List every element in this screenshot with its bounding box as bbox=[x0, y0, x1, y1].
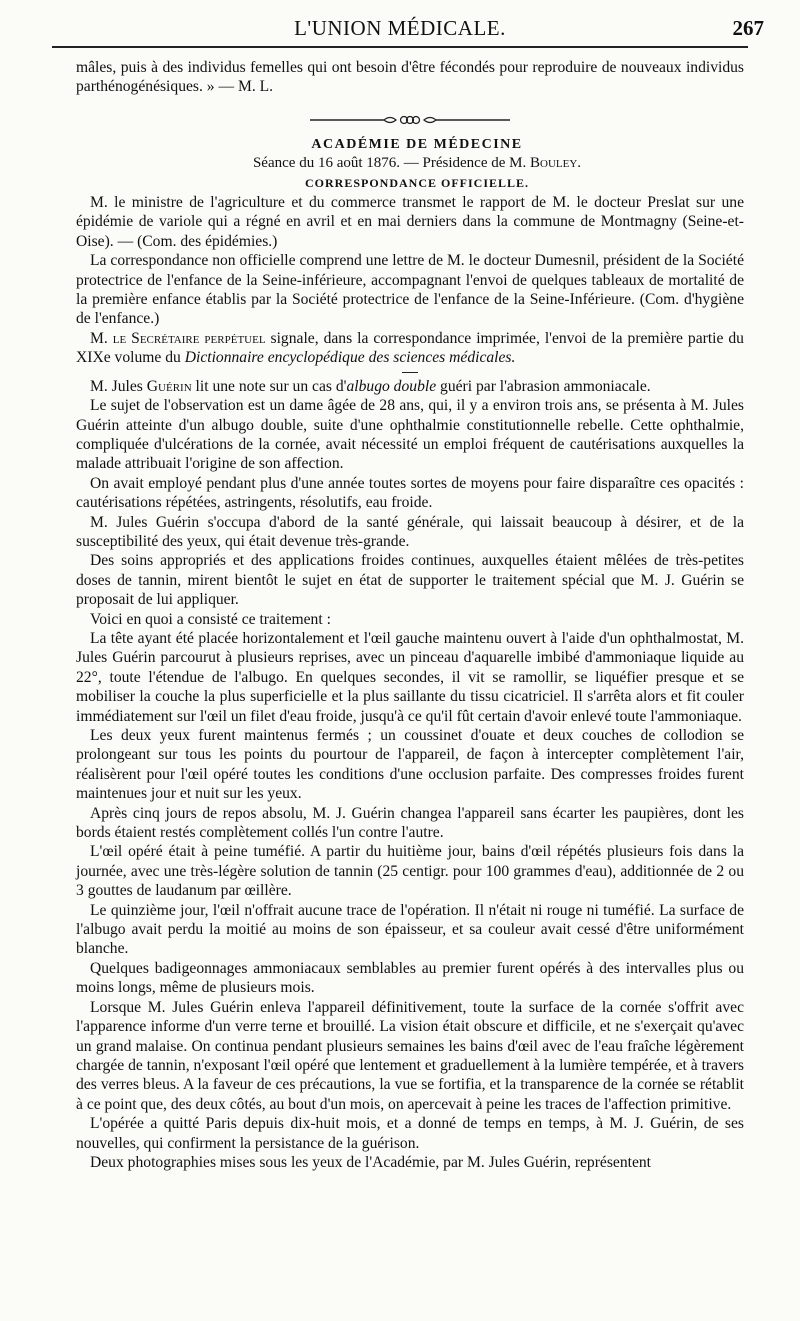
paragraph: On avait employé pendant plus d'une année toutes sortes de moyens pour faire disparaître ces opacités : cautérisations répétées, astringents, résolutifs, eau froide. bbox=[76, 474, 744, 512]
paragraph: Quelques badigeonnages ammoniacaux semblables au premier furent opérés à des intervalles plus ou moins longs, même de plusieurs mois. bbox=[76, 959, 744, 997]
paragraph: Lorsque M. Jules Guérin enleva l'appareil définitivement, toute la surface de la cornée s'offrit avec l'apparence informe d'un verre terne et brouillé. La vision était obscure et difficile, et ne s'exerçait qu'avec un grand malaise. On continua pendant plusieurs semaines les bains d'œil avec de l'eau fraîche légèrement chargée de tannin, n'exposant l'œil opéré que lentement et graduellement à la lumière tempérée, et à travers des verres bleus. A la faveur de ces précautions, la vue se fortifia, et la transparence de la cornée se rétablit à ce point que, des deux côtés, au bout d'un mois, on apercevait à peine les traces de l'affection primitive. bbox=[76, 998, 744, 1113]
paragraph: Après cinq jours de repos absolu, M. J. Guérin changea l'appareil sans écarter les paupières, dont les bords étaient restés complètement collés l'un contre l'autre. bbox=[76, 804, 744, 842]
paragraph: La tête ayant été placée horizontalement et l'œil gauche maintenu ouvert à l'aide d'un ophthalmostat, M. Jules Guérin parcourut à plusieurs reprises, avec un pinceau d'aquarelle imbibé d'ammoniaque liquide au 22°, toute l'étendue de l'albugo. En quelques secondes, il vit se ramollir, se liquéfier presque et se mobiliser la couche la plus superficielle et la plus saillante du tissu cicatriciel. Il s'arrêta alors et fit couler immédiatement sur l'œil un filet d'eau froide, jusqu'à ce qu'il fût certain d'avoir enlevé toute l'ammoniaque. bbox=[76, 629, 744, 725]
ornamental-divider bbox=[310, 113, 510, 127]
albugo-term: albugo double bbox=[346, 377, 437, 395]
paragraph: Les deux yeux furent maintenus fermés ; un coussinet d'ouate et deux couches de collodion se prolongeant sur tous les points du pourtour de l'appareil, de façon à intercepter complètement l'air, réalisèrent pour l'œil opéré toutes les conditions d'une occlusion parfaite. Des compresses froides furent maintenues jour et nuit sur les yeux. bbox=[76, 727, 744, 803]
seance-line bbox=[76, 154, 744, 173]
paragraph: Le quinzième jour, l'œil n'offrait aucune trace de l'opération. Il n'était ni rouge ni tuméfié. La surface de l'albugo avait perdu la moitié au moins de son épaisseur, et sa couleur avait cessé d'être uniformément blanche. bbox=[76, 901, 744, 958]
header-rule bbox=[52, 46, 748, 48]
page-number: 267 bbox=[732, 16, 764, 40]
paragraph-secretaire bbox=[76, 329, 744, 368]
paragraph: Deux photographies mises sous les yeux de l'Académie, par M. Jules Guérin, représentent bbox=[90, 1153, 652, 1171]
paragraph-guerin-intro bbox=[76, 377, 744, 396]
guerin-prefix: M. Jules bbox=[90, 377, 143, 395]
paragraph: L'œil opéré était à peine tuméfié. A partir du huitième jour, bains d'œil répétés plusieurs fois dans la journée, avec une très-légère solution de tannin (25 centigr. pour 100 grammes d'eau), additionnée de 2 ou 3 gouttes de laudanum par œillère. bbox=[76, 843, 744, 900]
running-title: L'UNION MÉDICALE. bbox=[294, 16, 506, 40]
section-heading: ACADÉMIE DE MÉDECINE bbox=[311, 136, 523, 152]
short-rule bbox=[402, 372, 418, 373]
secretaire-prefix: M. bbox=[90, 329, 108, 347]
guerin-end: guéri par l'abrasion ammoniacale. bbox=[440, 377, 651, 395]
secretaire-text: signale, dans la correspondance imprimée, l'envoi de la première partie du XIXe volume du bbox=[76, 329, 744, 367]
paragraph: Voici en quoi a consisté ce traitement : bbox=[90, 610, 331, 628]
seance-text: Séance du 16 août 1876. — Présidence de M. bbox=[252, 155, 527, 172]
paragraph: Des soins appropriés et des applications froides continues, auxquelles étaient mêlées de très-petites doses de tannin, mirent bientôt le sujet en état de supporter le traitement spécial que M. J. Guérin se proposait de lui appliquer. bbox=[76, 552, 744, 609]
guerin-name: Guérin bbox=[146, 377, 192, 395]
paragraph-continuation: mâles, puis à des individus femelles qui ont besoin d'être fécondés pour reproduire de nouveaux individus parthénogénésiques. » — M. L. bbox=[76, 59, 744, 96]
subsection-heading: CORRESPONDANCE OFFICIELLE. bbox=[304, 175, 530, 190]
secretaire-title: le Secrétaire perpétuel bbox=[112, 329, 266, 347]
dictionnaire-title: Dictionnaire encyclopédique des sciences médicales. bbox=[184, 349, 516, 367]
president-name: Bouley. bbox=[530, 155, 582, 172]
paragraph: L'opérée a quitté Paris depuis dix-huit mois, et a donné de temps en temps, à M. J. Guérin, de ses nouvelles, qui confirment la persistance de la guérison. bbox=[76, 1115, 744, 1152]
paragraph: Le sujet de l'observation est un dame âgée de 28 ans, qui, il y a environ trois ans, se présenta à M. Jules Guérin atteinte d'un albugo double, suite d'une ophthalmie constitutionnelle rebelle. Cette ophthalmie, compliquée d'ulcérations de la cornée, avait nécessité un emploi fréquent de cautérisations auxquelles la malade attribuait l'origine de son affection. bbox=[76, 397, 744, 473]
paragraph-correspondance-1: M. le ministre de l'agriculture et du commerce transmet le rapport de M. le docteur Preslat sur une épidémie de variole qui a régné en avril et en mai derniers dans la commune de Montmagny (Seine-et-Oise). — (Com. des épidémies.) bbox=[76, 194, 744, 250]
paragraph: M. Jules Guérin s'occupa d'abord de la santé générale, qui laissait beaucoup à désirer, et de la susceptibilité des yeux, qui était devenue très-grande. bbox=[76, 513, 744, 550]
paragraph-correspondance-2: La correspondance non officielle comprend une lettre de M. le docteur Dumesnil, président de la Société protectrice de l'enfance de la Seine-inférieure, accompagnant l'envoi de quelques tableaux de mortalité de la première enfance établis par la Société protectrice de l'enfance de la Seine-Inférieure. (Com. d'hygiène de l'enfance.) bbox=[76, 252, 744, 328]
page-header bbox=[0, 16, 800, 40]
article-body bbox=[76, 58, 744, 1172]
guerin-mid: lit une note sur un cas d' bbox=[195, 377, 347, 395]
